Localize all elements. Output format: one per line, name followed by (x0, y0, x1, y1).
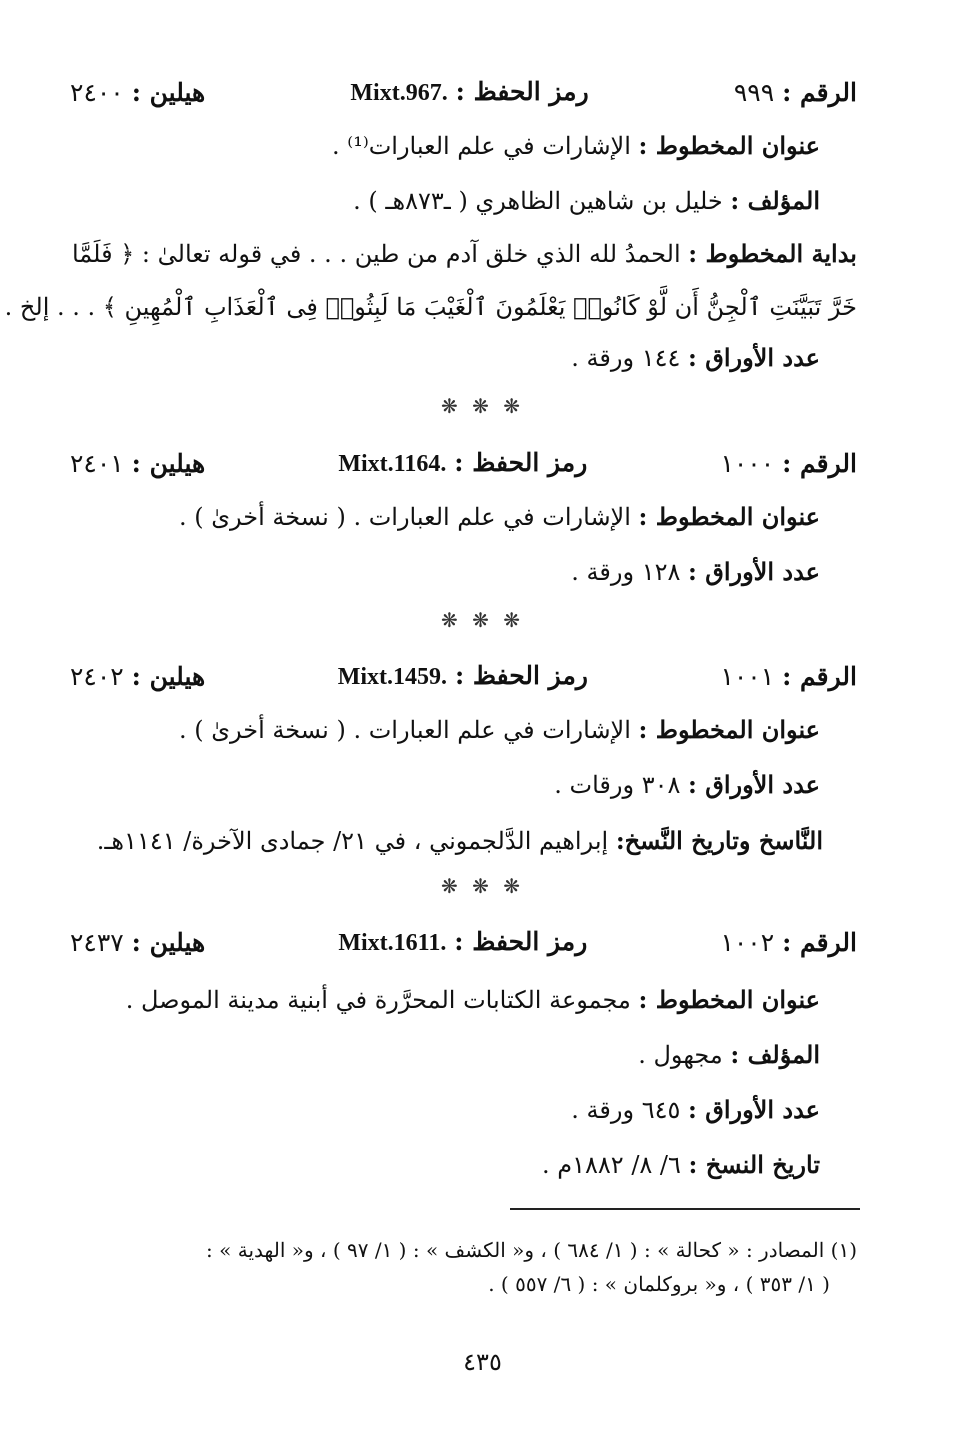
entry-number: الرقم : ١٠٠٢ (720, 927, 857, 957)
manuscript-title: عنوان المخطوط : الإشارات في علم العبارات⁽¹⁾ . (332, 131, 820, 160)
entry-number: الرقم : ٩٩٩ (733, 77, 857, 107)
haylin-number: هيلين : ٢٤٣٧ (70, 927, 206, 957)
storage-code: رمز الحفظ : Mixt.1164. (338, 448, 588, 477)
storage-code: رمز الحفظ : Mixt.1611. (338, 927, 588, 956)
leaves-count: عدد الأوراق : ١٢٨ ورقة . (571, 557, 820, 586)
haylin-number: هيلين : ٢٤٠٠ (70, 77, 206, 107)
leaves-count: عدد الأوراق : ٣٠٨ ورقات . (554, 770, 820, 799)
page-number: ٤٣٥ (463, 1348, 502, 1376)
entry-header (70, 72, 857, 112)
manuscript-beginning-continued: خَرَّ تَبَيَّنَتِ ٱلْجِنُّ أَن لَّوْ كَانُوا۟ يَعْلَمُونَ ٱلْغَيْبَ مَا لَبِثُوا۟ فِى ٱلْعَذَابِ ٱلْمُهِينِ ﴾ . . . إلخ . (4, 293, 857, 321)
entry-number: الرقم : ١٠٠١ (720, 661, 857, 691)
footnote-line-1: (١) المصادر : « كحالة » : ( ١/ ٦٨٤ ) ، و« الكشف » : ( ١/ ٩٧ ) ، و« الهدية » : (206, 1238, 857, 1262)
manuscript-author: المؤلف : خليل بن شاهين الظاهري ( ـ٨٧٣هـ ) . (353, 186, 820, 215)
manuscript-beginning: بداية المخطوط : الحمدُ لله الذي خلق آدم من طين . . . في قوله تعالىٰ : ﴿ فَلَمَّا (71, 239, 857, 268)
haylin-number: هيلين : ٢٤٠٢ (70, 661, 206, 691)
manuscript-author: المؤلف : مجهول . (638, 1040, 820, 1069)
haylin-number: هيلين : ٢٤٠١ (70, 448, 206, 478)
entry-header (70, 656, 857, 696)
entry-separator: ❋ ❋ ❋ (441, 394, 524, 418)
manuscript-title: عنوان المخطوط : مجموعة الكتابات المحرَّرة في أبنية مدينة الموصل . (125, 985, 820, 1014)
footnote-divider (510, 1208, 860, 1210)
copyist-and-date: النَّاسخ وتاريخ النَّسخ: إبراهيم الدَّلجموني ، في ٢١/ جمادى الآخرة/ ١١٤١هـ. (96, 826, 823, 855)
storage-code: رمز الحفظ : Mixt.967. (350, 77, 589, 106)
footnote-line-2: ( ١/ ٣٥٣ ) ، و« بروكلمان » : ( ٦/ ٥٥٧ ) . (488, 1272, 830, 1296)
leaves-count: عدد الأوراق : ٦٤٥ ورقة . (571, 1095, 820, 1124)
entry-separator: ❋ ❋ ❋ (441, 608, 524, 632)
entry-separator: ❋ ❋ ❋ (441, 874, 524, 898)
manuscript-title: عنوان المخطوط : الإشارات في علم العبارات . ( نسخة أخرىٰ ) . (178, 502, 820, 531)
entry-number: الرقم : ١٠٠٠ (720, 448, 857, 478)
entry-header (70, 443, 857, 483)
manuscript-title: عنوان المخطوط : الإشارات في علم العبارات . ( نسخة أخرىٰ ) . (178, 715, 820, 744)
leaves-count: عدد الأوراق : ١٤٤ ورقة . (571, 343, 820, 372)
storage-code: رمز الحفظ : Mixt.1459. (337, 661, 588, 690)
entry-header (70, 922, 857, 962)
copy-date: تاريخ النسخ : ٦/ ٨/ ١٨٨٢م . (542, 1150, 820, 1179)
